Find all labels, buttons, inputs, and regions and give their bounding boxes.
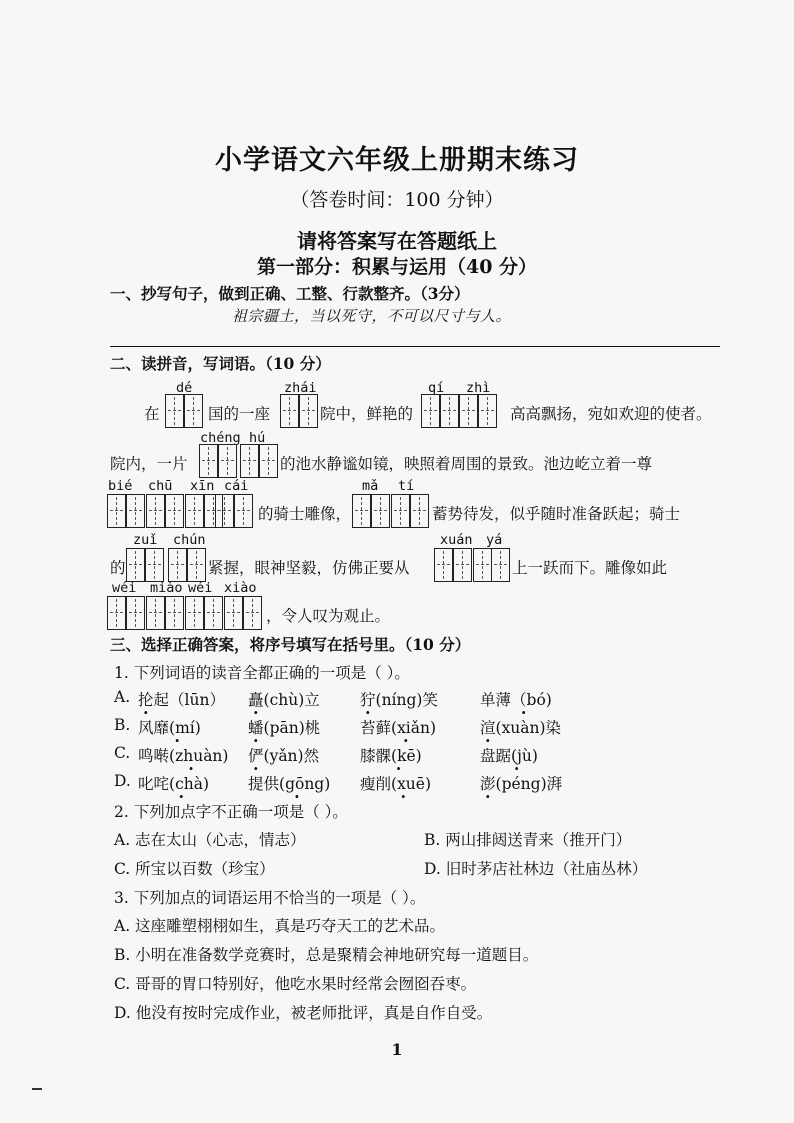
option-word: 俨(yǎn)然 bbox=[248, 747, 320, 765]
pinyin-zui: zuǐ bbox=[133, 532, 158, 548]
option-label: B. bbox=[114, 716, 131, 734]
page-title: 小学语文六年级上册期末练习 bbox=[215, 145, 579, 176]
q2-text: ，令人叹为观止。 bbox=[266, 607, 391, 625]
tianzige-box[interactable] bbox=[107, 596, 145, 630]
tianzige-box[interactable] bbox=[126, 548, 164, 582]
tianzige-box[interactable] bbox=[107, 494, 145, 528]
q3-heading: 三、选择正确答案，将序号填写在括号里。（10 分） bbox=[110, 635, 471, 654]
option-label: C. bbox=[114, 744, 131, 762]
pinyin-chu: chū bbox=[148, 478, 173, 494]
q1-sentence: 祖宗疆土，当以死守，不可以尺寸与人。 bbox=[232, 307, 512, 325]
pinyin-xin: xīn bbox=[190, 478, 215, 494]
option-word: 苔藓(xiǎn) · bbox=[360, 716, 436, 738]
pinyin-cai: cái bbox=[224, 478, 249, 494]
option-label: A. bbox=[114, 688, 131, 706]
q2-text: 紧握，眼神坚毅，仿佛正要从 bbox=[208, 559, 410, 577]
q2-text: 上一跃而下。雕像如此 bbox=[512, 559, 668, 577]
q2-heading: 二、读拼音，写词语。（10 分） bbox=[110, 354, 331, 373]
pinyin-qi: qí bbox=[428, 380, 445, 396]
page-number: 1 bbox=[391, 1040, 403, 1059]
pinyin-wei2: wéi bbox=[188, 580, 213, 596]
q2-text: 高高飘扬，宛如欢迎的使者。 bbox=[510, 405, 712, 423]
pinyin-hu: hú bbox=[249, 430, 266, 446]
q3-3-option-d: D. 他没有按时完成作业，被老师批评，真是自作自受。 bbox=[114, 1004, 493, 1022]
q3-2-option-b: B. 两山排闼送青来（推开门） bbox=[424, 831, 632, 849]
tianzige-box[interactable] bbox=[165, 394, 203, 428]
q3-3-option-c: C. 哥哥的胃口特别好，他吃水果时经常会囫囵吞枣。 bbox=[114, 975, 477, 993]
option-word: 狞(níng)笑 bbox=[360, 691, 438, 709]
pinyin-de: dé bbox=[176, 380, 193, 396]
q3-1-stem: 1. 下列词语的读音全都正确的一项是（ ）。 bbox=[114, 664, 410, 682]
q2-text: 国的一座 bbox=[208, 405, 271, 423]
answer-instruction: 请将答案写在答题纸上 bbox=[297, 229, 497, 253]
option-word: 单薄（bó) · bbox=[480, 688, 552, 710]
option-word: 抡起（lūn） bbox=[138, 691, 225, 709]
q3-3-option-a: A. 这座雕塑栩栩如生，真是巧夺天工的艺术品。 bbox=[114, 917, 446, 935]
pinyin-chun: chún bbox=[173, 532, 206, 548]
pinyin-ya: yá bbox=[486, 532, 503, 548]
q2-text: 的 bbox=[110, 559, 126, 577]
q3-3-stem: 3. 下列加点的词语运用不恰当的一项是（ ）。 bbox=[114, 889, 426, 907]
pinyin-miao: miào bbox=[150, 580, 183, 596]
option-word: 膝髁(kē) · bbox=[360, 744, 422, 766]
pinyin-ti: tí bbox=[398, 478, 415, 494]
tianzige-box[interactable] bbox=[421, 394, 459, 428]
tianzige-box[interactable] bbox=[224, 596, 262, 630]
tianzige-box[interactable] bbox=[473, 548, 492, 582]
tianzige-box[interactable] bbox=[146, 596, 184, 630]
divider bbox=[110, 346, 720, 347]
q3-2-option-c: C. 所宝以百数（珍宝） bbox=[114, 860, 275, 878]
q3-3-option-b: B. 小明在准备数学竞赛时，总是聚精会神地研究每一道题目。 bbox=[114, 946, 539, 964]
pinyin-zhi: zhì bbox=[466, 380, 491, 396]
tianzige-box[interactable] bbox=[199, 444, 237, 478]
option-word: 渲(xuàn)染 bbox=[480, 719, 562, 737]
q2-text: 院内，一片 bbox=[110, 455, 188, 473]
scan-mark bbox=[32, 1088, 42, 1090]
pinyin-ma: mǎ bbox=[362, 478, 379, 494]
tianzige-box[interactable] bbox=[391, 494, 429, 528]
tianzige-box[interactable] bbox=[168, 548, 206, 582]
option-word: 风靡(mí) · bbox=[138, 716, 201, 738]
pinyin-xuan: xuán bbox=[440, 532, 473, 548]
option-word: 盘踞(jù) · bbox=[480, 744, 538, 766]
q3-2-option-d: D. 旧时茅店社林边（社庙丛林） bbox=[424, 860, 648, 878]
pinyin-zhai: zhái bbox=[284, 380, 317, 396]
pinyin-wei1: wéi bbox=[112, 580, 137, 596]
tianzige-box[interactable] bbox=[280, 394, 318, 428]
option-word: 鸣啭(zhuàn) · bbox=[138, 744, 228, 766]
q2-text: 院中，鲜艳的 bbox=[320, 405, 414, 423]
pinyin-xiao: xiào bbox=[224, 580, 257, 596]
tianzige-box[interactable] bbox=[185, 596, 223, 630]
q2-text: 的骑士雕像， bbox=[258, 505, 352, 523]
option-word: 矗(chù)立 bbox=[248, 691, 320, 709]
tianzige-box[interactable] bbox=[215, 494, 253, 528]
exam-time: （答卷时间：100 分钟） bbox=[290, 189, 504, 211]
q2-text: 在 bbox=[144, 405, 160, 423]
q2-text: 的池水静谧如镜，映照着周围的景致。池边屹立着一尊 bbox=[280, 455, 653, 473]
option-label: D. bbox=[114, 772, 131, 790]
pinyin-bie: bié bbox=[108, 478, 133, 494]
tianzige-box[interactable] bbox=[459, 394, 497, 428]
tianzige-box[interactable] bbox=[491, 548, 510, 582]
part1-heading: 第一部分：积累与运用（40 分） bbox=[256, 256, 538, 278]
q1-heading: 一、抄写句子，做到正确、工整、行款整齐。（3分） bbox=[110, 284, 470, 303]
option-word: 瘦削(xuē) · bbox=[360, 772, 431, 794]
tianzige-box[interactable] bbox=[146, 494, 184, 528]
pinyin-cheng: chéng bbox=[200, 430, 241, 446]
tianzige-box[interactable] bbox=[434, 548, 472, 582]
option-word: 叱咤(chà) · bbox=[138, 772, 209, 794]
option-word: 蟠(pān)桃 bbox=[248, 719, 321, 737]
q3-2-stem: 2. 下列加点字不正确一项是（ ）。 bbox=[114, 803, 348, 821]
q2-text: 蓄势待发，似乎随时准备跃起；骑士 bbox=[432, 505, 681, 523]
q3-2-option-a: A. 志在太山（心志，情志） bbox=[114, 831, 306, 849]
tianzige-box[interactable] bbox=[352, 494, 390, 528]
tianzige-box[interactable] bbox=[240, 444, 278, 478]
option-word: 澎(péng)湃 bbox=[480, 775, 563, 793]
option-word: 提供(gōng) · bbox=[248, 772, 330, 794]
